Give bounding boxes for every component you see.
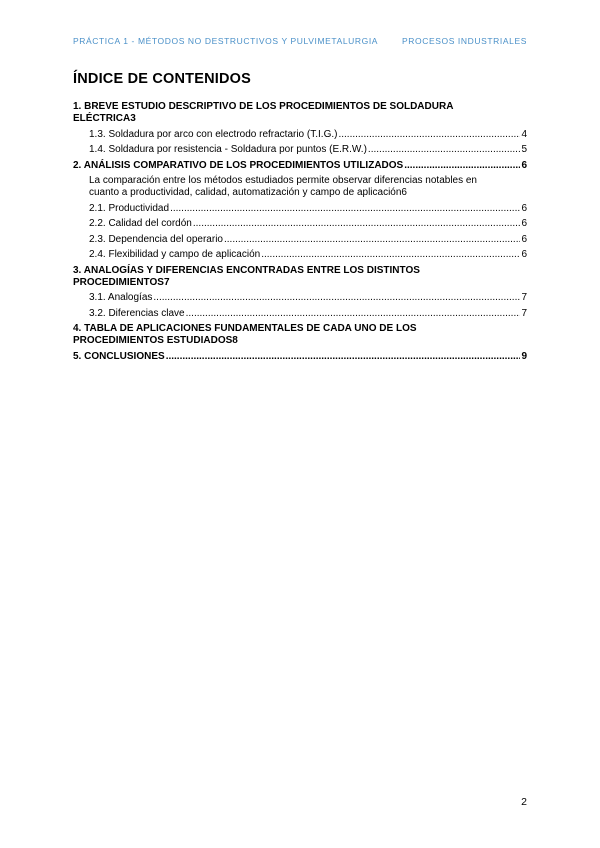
- toc-entry-1-text: ELÉCTRICA: [73, 113, 131, 124]
- toc-title: ÍNDICE DE CONTENIDOS: [73, 71, 252, 87]
- toc-entry-4-text: PROCEDIMIENTOS ESTUDIADOS: [73, 335, 233, 346]
- toc-leader: [166, 351, 521, 363]
- toc-entry-2-4[interactable]: [73, 249, 527, 261]
- toc-leader: [368, 144, 521, 156]
- toc-entry-4[interactable]: [73, 323, 527, 347]
- table-of-contents: [73, 101, 527, 366]
- toc-entry-1-4-page: 5: [521, 144, 527, 155]
- toc-entry-1-3-text: 1.3. Soldadura por arco con electrodo refractario (T.I.G.): [89, 128, 338, 140]
- toc-entry-2-1[interactable]: [73, 203, 527, 215]
- toc-entry-2-2-page: 6: [521, 218, 527, 229]
- toc-entry-2-intro-page: 6: [401, 187, 407, 198]
- toc-entry-1-page: 3: [130, 113, 136, 124]
- toc-entry-1-3-page: 4: [521, 128, 527, 140]
- toc-leader: [224, 234, 520, 246]
- toc-entry-3-1-text: 3.1. Analogías: [89, 292, 153, 303]
- toc-entry-3-1[interactable]: [73, 292, 527, 304]
- toc-entry-2-3-page: 6: [521, 233, 527, 245]
- toc-entry-3-page: 7: [163, 276, 170, 288]
- toc-entry-2-2[interactable]: [73, 218, 527, 230]
- toc-entry-2-4-page: 6: [521, 249, 527, 260]
- toc-entry-4-line1: 4. TABLA DE APLICACIONES FUNDAMENTALES DE CADA UNO DE LOS: [73, 323, 417, 334]
- header-left: PRÁCTICA 1 - MÉTODOS NO DESTRUCTIVOS Y PULVIMETALURGIA: [73, 36, 379, 46]
- toc-entry-2-intro-text: cuanto a productividad, calidad, automatización y campo de aplicación: [89, 187, 402, 198]
- toc-entry-2-page: 6: [521, 159, 527, 171]
- toc-leader: [170, 203, 520, 215]
- toc-entry-3-2-text: 3.2. Diferencias clave: [89, 307, 185, 319]
- toc-leader: [261, 249, 520, 261]
- toc-entry-2-1-page: 6: [521, 202, 527, 214]
- toc-entry-2[interactable]: [73, 160, 527, 172]
- toc-entry-2-4-text: 2.4. Flexibilidad y campo de aplicación: [89, 249, 261, 260]
- toc-entry-2-text: 2. ANÁLISIS COMPARATIVO DE LOS PROCEDIMIENTOS UTILIZADOS: [73, 159, 404, 171]
- toc-entry-3[interactable]: [73, 265, 527, 289]
- toc-entry-3-2[interactable]: [73, 308, 527, 320]
- toc-entry-2-3-text: 2.3. Dependencia del operario: [89, 233, 223, 245]
- toc-entry-2-intro[interactable]: [73, 175, 527, 199]
- toc-entry-1-4-text: 1.4. Soldadura por resistencia - Soldadura por puntos (E.R.W.): [89, 144, 367, 155]
- toc-leader: [338, 129, 520, 141]
- running-header: [73, 36, 527, 46]
- toc-entry-5-text: 5. CONCLUSIONES: [73, 350, 165, 362]
- page-number: 2: [521, 796, 527, 808]
- toc-entry-2-intro-line1: La comparación entre los métodos estudiados permite observar diferencias notables en: [89, 175, 477, 186]
- toc-entry-1-4[interactable]: [73, 144, 527, 156]
- toc-entry-3-line1: 3. ANALOGÍAS Y DIFERENCIAS ENCONTRADAS ENTRE LOS DISTINTOS: [73, 264, 420, 276]
- toc-leader: [153, 292, 520, 304]
- toc-entry-2-2-text: 2.2. Calidad del cordón: [89, 218, 192, 229]
- toc-entry-3-1-page: 7: [521, 292, 527, 303]
- toc-leader: [186, 308, 521, 320]
- toc-leader: [404, 160, 520, 172]
- toc-entry-1[interactable]: [73, 101, 527, 125]
- toc-leader: [193, 218, 521, 230]
- toc-entry-5-page: 9: [521, 350, 527, 362]
- toc-entry-2-3[interactable]: [73, 234, 527, 246]
- toc-entry-1-line1: 1. BREVE ESTUDIO DESCRIPTIVO DE LOS PROCEDIMIENTOS DE SOLDADURA: [73, 101, 454, 112]
- toc-entry-2-1-text: 2.1. Productividad: [89, 202, 170, 214]
- toc-entry-1-3[interactable]: [73, 129, 527, 141]
- toc-entry-3-text: PROCEDIMIENTOS: [73, 276, 164, 288]
- header-right: PROCESOS INDUSTRIALES: [401, 36, 527, 46]
- toc-entry-4-page: 8: [232, 335, 238, 346]
- toc-entry-5[interactable]: [73, 351, 527, 363]
- toc-entry-3-2-page: 7: [521, 307, 527, 319]
